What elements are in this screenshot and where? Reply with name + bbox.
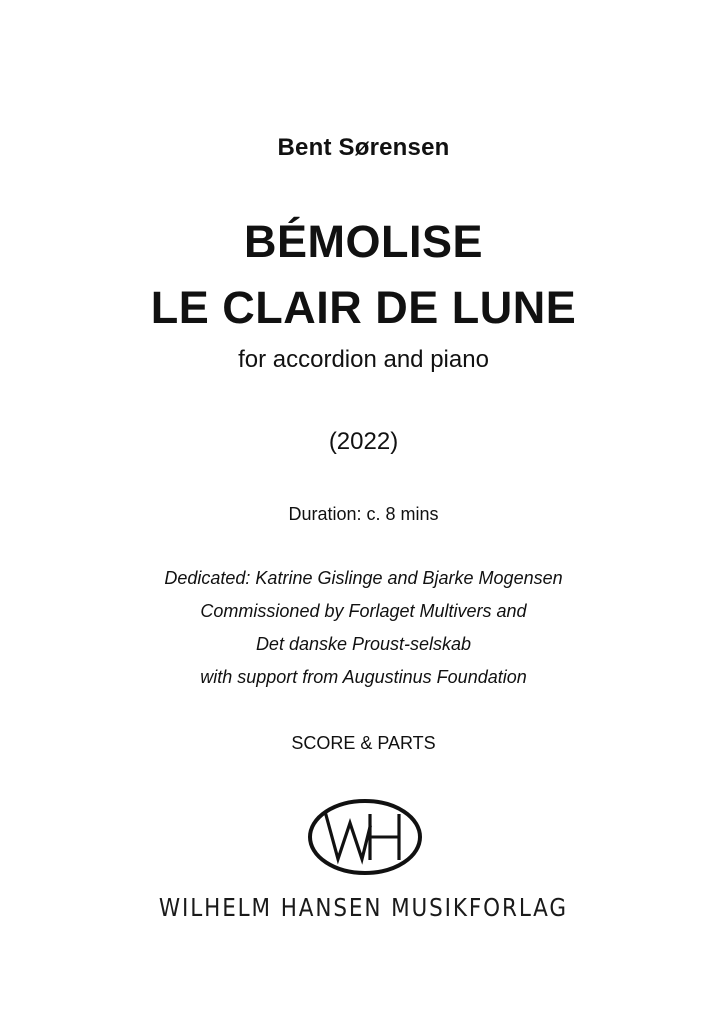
publisher-name: WILHELM HANSEN MUSIKFORLAG	[158, 893, 568, 922]
wh-monogram-logo-icon	[307, 797, 423, 877]
commission-line-2: Det danske Proust-selskab	[255, 634, 472, 654]
edition-label: SCORE & PARTS	[291, 733, 436, 753]
title-line-2: LE CLAIR DE LUNE	[150, 282, 577, 333]
support-line: with support from Augustinus Foundation	[200, 667, 527, 687]
dedication-line: Dedicated: Katrine Gislinge and Bjarke Mogensen	[164, 568, 563, 588]
composer-name: Bent Sørensen	[277, 134, 450, 161]
duration-text: Duration: c. 8 mins	[288, 504, 439, 524]
commission-line-1: Commissioned by Forlaget Multivers and	[200, 601, 527, 621]
instrumentation-subtitle: for accordion and piano	[238, 346, 489, 373]
title-line-1: BÉMOLISE	[243, 216, 484, 267]
composition-year: (2022)	[328, 428, 399, 455]
